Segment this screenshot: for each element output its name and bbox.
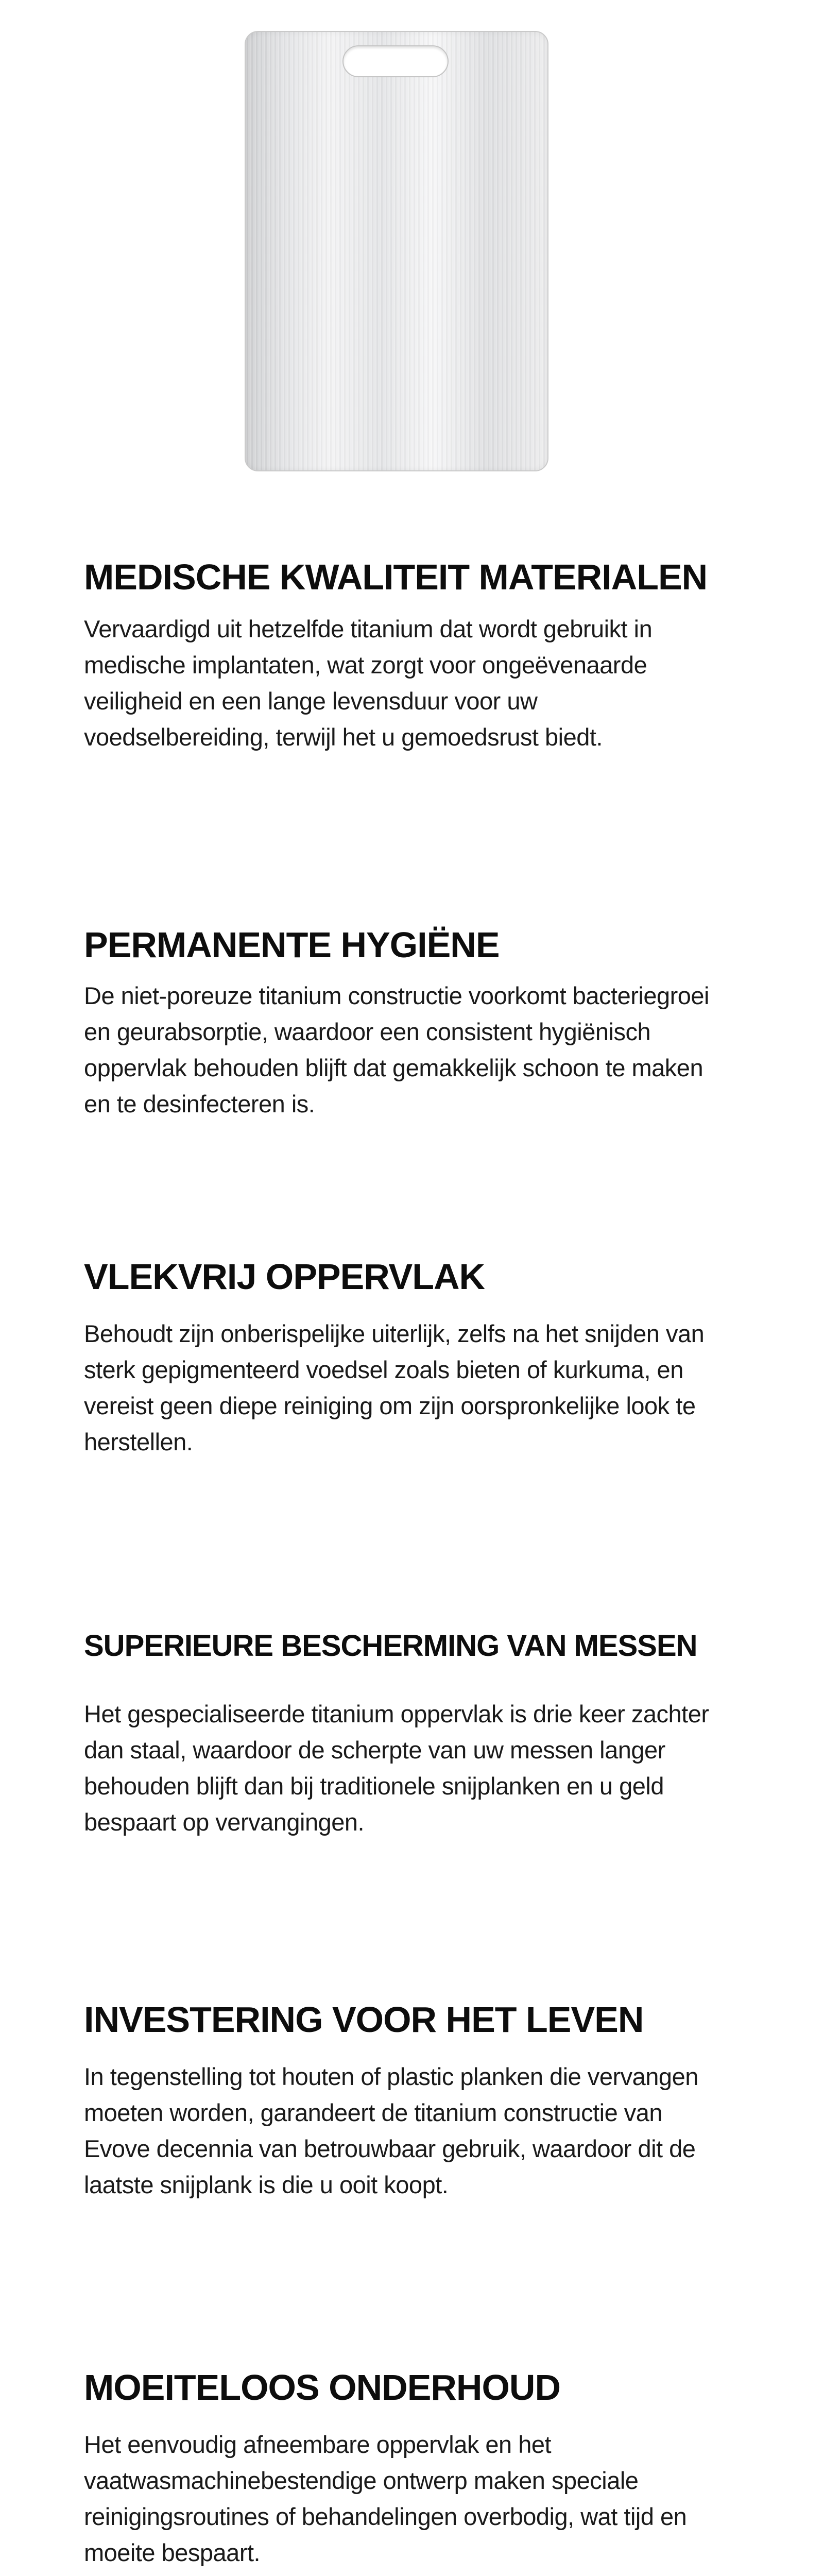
feature-stain-free	[84, 1250, 723, 1460]
feature-description: Vervaardigd uit hetzelfde titanium dat wordt gebruikt in medische implantaten, wat zorgt voor ongeëvenaarde veiligheid en een lange levensduur voor uw voedselbereiding, terwijl het u gemoedsrust biedt.	[84, 615, 653, 751]
feature-knife-protection	[84, 1623, 723, 1840]
feature-medical-grade	[84, 550, 723, 755]
cutting-board-surface	[245, 31, 548, 471]
feature-title: INVESTERING VOOR HET LEVEN	[84, 1999, 644, 2040]
feature-hygiene	[84, 918, 723, 1122]
feature-title: PERMANENTE HYGIËNE	[84, 925, 500, 965]
feature-title: VLEKVRIJ OPPERVLAK	[84, 1257, 485, 1297]
feature-title: SUPERIEURE BESCHERMING VAN MESSEN	[84, 1629, 697, 1663]
cutting-board-handle-hole	[342, 45, 449, 77]
feature-easy-maintenance	[84, 2361, 723, 2571]
feature-description: Behoudt zijn onberispelijke uiterlijk, zelfs na het snijden van sterk gepigmenteerd voedsel zoals bieten of kurkuma, en vereist geen diepe reiniging om zijn oorspronkelijke look te herstellen.	[84, 1320, 705, 1455]
cutting-board-image	[245, 31, 548, 471]
feature-description: Het gespecialiseerde titanium oppervlak is drie keer zachter dan staal, waardoor de scherpte van uw messen langer behouden blijft dan bij traditionele snijplanken en u geld bespaart op vervangingen.	[84, 1700, 709, 1836]
feature-lifetime-investment	[84, 1993, 723, 2203]
feature-title: MEDISCHE KWALITEIT MATERIALEN	[84, 557, 708, 597]
feature-description: Het eenvoudig afneembare oppervlak en het vaatwasmachinebestendige ontwerp maken speciale reinigingsroutines of behandelingen overbodig, wat tijd en moeite bespaart.	[84, 2431, 687, 2566]
feature-description: De niet-poreuze titanium constructie voorkomt bacteriegroei en geurabsorptie, waardoor een consistent hygiënisch oppervlak behouden blijft dat gemakkelijk schoon te maken en te desinfecteren is.	[84, 982, 709, 1117]
feature-description: In tegenstelling tot houten of plastic planken die vervangen moeten worden, garandeert de titanium constructie van Evove decennia van betrouwbaar gebruik, waardoor dit de laatste snijplank is die u ooit koopt.	[84, 2063, 698, 2198]
feature-title: MOEITELOOS ONDERHOUD	[84, 2367, 561, 2408]
